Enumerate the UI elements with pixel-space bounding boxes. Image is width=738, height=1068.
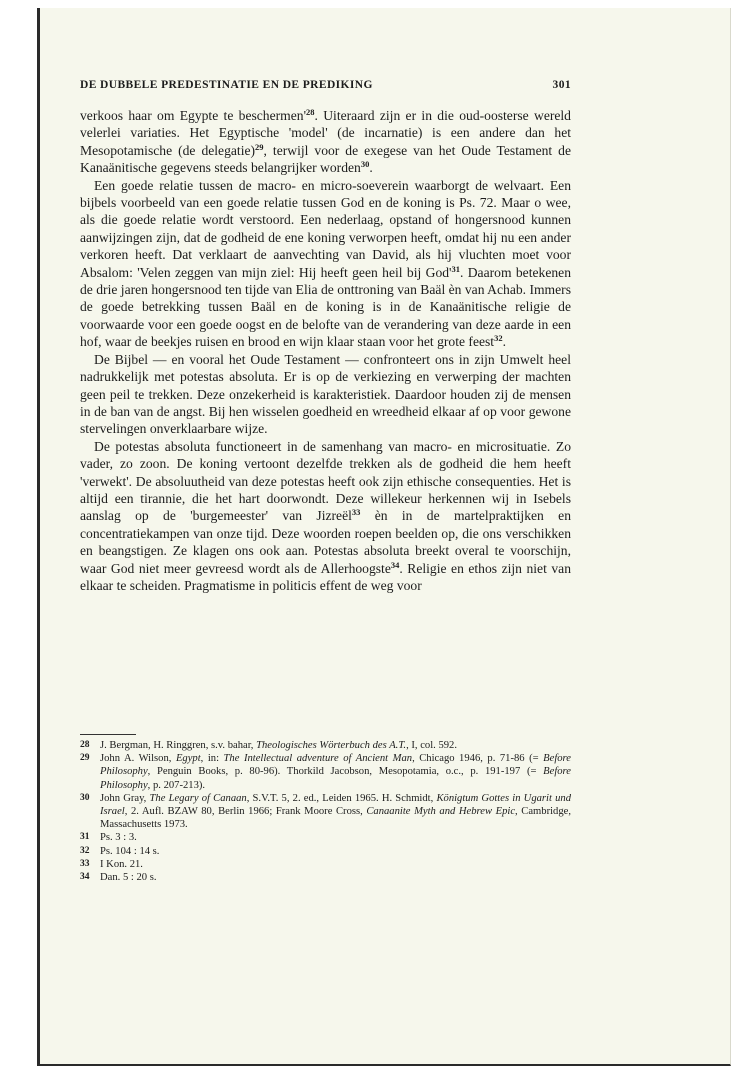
- footnote-reference: 30: [360, 159, 370, 170]
- footnote-number: 29: [80, 753, 90, 764]
- text-run: Een goede relatie tussen de macro- en micro-soeverein waarborgt de welvaart. Een bijbels voorbeeld van een goede relatie tussen God en de koning is Ps. 72. Maar o wee, als die goede relatie wordt verstoord. Een nederlaag, opstand of hongersnood kunnen aanwijzingen zijn, dat de godheid de ene koning verworpen heeft, omdat hij nu een ander verkoren heeft. Dat verklaart de aanvechting van David, als hij vluchten moet voor Absalom: 'Velen zeggen van mijn ziel: Hij heeft geen heil bij God': [80, 177, 571, 280]
- text-run: Ps. 104 : 14 s.: [100, 845, 160, 857]
- text-run: John Gray,: [100, 792, 150, 804]
- footnote-text: [100, 792, 571, 832]
- footnote-number: 34: [80, 872, 90, 883]
- text-run: , 2. Aufl. BZAW 80, Berlin 1966; Frank Moore Cross,: [124, 806, 367, 818]
- footnote-reference: 34: [390, 559, 400, 570]
- footnote: [80, 871, 571, 884]
- footnote: [80, 831, 571, 844]
- footnote-number: 28: [80, 740, 90, 750]
- text-run: , Chicago 1946, p. 71-86 (=: [412, 753, 544, 765]
- footnotes: [80, 739, 571, 884]
- footnote-text: [100, 739, 571, 752]
- italic-title: The Legary of Canaan: [149, 792, 247, 804]
- text-run: , S.V.T. 5, 2. ed., Leiden 1965. H. Schmidt,: [246, 792, 437, 804]
- text-run: .: [502, 334, 506, 350]
- italic-title: Theologisches Wörterbuch des A.T.: [256, 740, 407, 751]
- text-run: John A. Wilson,: [100, 753, 176, 765]
- footnote-text: [100, 845, 571, 858]
- text-run: I Kon. 21.: [100, 858, 143, 870]
- footnote-reference: 32: [494, 333, 503, 344]
- text-run: èn in de martelpraktijken en concentratiekampen van onze tijd. Deze woorden roepen beelden op, die ons verschikken en beangstigen. Ze klagen ons ook aan. Potestas absoluta breekt overal te voorschijn, waar God niet meer gevreesd wordt als de Allerhoogste: [80, 508, 571, 576]
- italic-title: Before Philosophy: [100, 766, 571, 791]
- footnote-reference: 29: [255, 141, 264, 152]
- text-run: Dan. 5 : 20 s.: [100, 872, 157, 884]
- italic-title: Königtum Gottes in Ugarit und Israel: [100, 792, 571, 818]
- footnote-reference: 33: [351, 507, 361, 518]
- text-run: , in:: [200, 753, 224, 765]
- italic-title: Canaanite Myth and Hebrew Epic: [366, 806, 516, 818]
- body-text: [80, 107, 571, 594]
- text-run: , Cambridge, Massachusetts 1973.: [100, 806, 571, 831]
- text-run: Ps. 3 : 3.: [100, 832, 137, 844]
- footnote-number: 32: [80, 845, 90, 856]
- text-run: , I, col. 592.: [406, 740, 457, 751]
- footnote-rule: [80, 734, 136, 735]
- text-run: , terwijl voor de exegese van het Oude Testament de Kanaänitische gegevens steeds belangrijker worden: [80, 142, 572, 176]
- footnote-text: [100, 752, 571, 792]
- footnote-text: [100, 871, 571, 884]
- text-run: J. Bergman, H. Ringgren, s.v. bahar,: [100, 740, 257, 751]
- footnote-reference: 31: [451, 263, 460, 274]
- paragraph: [80, 107, 571, 177]
- footnote: [80, 858, 571, 871]
- text-run: . Religie en ethos zijn niet van elkaar te scheiden. Pragmatisme in politicis effent de weg voor: [80, 560, 571, 593]
- text-run: . Uiteraard zijn er in die oud-oosterse wereld velerlei variaties. Het Egyptische 'model' (de incarnatie) is een andere dan het Mesopotamische (de delegatie): [80, 108, 571, 158]
- text-run: , Penguin Books, p. 80-96). Thorkild Jacobson, Mesopotamia, o.c., p. 191-197 (=: [147, 766, 544, 778]
- footnote: [80, 752, 571, 792]
- footnote-text: [100, 831, 571, 844]
- footnote-reference: 28: [306, 107, 315, 117]
- footnote: [80, 792, 571, 832]
- footnote: [80, 739, 571, 752]
- paragraph: [80, 438, 571, 595]
- footnote-text: [100, 858, 571, 871]
- paragraph: [80, 177, 571, 351]
- text-run: . Daarom betekenen de drie jaren hongersnood ten tijde van Elia de onttroning van Baäl èn van Achab. Immers de goede betrekking tussen Baäl en de koning is in de Kanaänitische religie de voorwaarde voor een goede oogst en de belofte van de verandering van deze aarde in een hof, waar de beekjes ruisen en brood en wijn klaar staan voor het grote feest: [80, 264, 571, 350]
- footnote-number: 33: [80, 858, 90, 869]
- italic-title: Before Philosophy: [100, 753, 571, 778]
- text-run: De potestas absoluta functioneert in de samenhang van macro- en microsituatie. Zo vader, zo zoon. De koning vertoont dezelfde trekken als de godheid die hem heeft 'verwekt'. De absoluutheid van deze potestas heeft ook zijn ethische consequenties. Het is altijd een tirannie, die het hart doorwondt. Deze willekeur herkennen wij in Isebels aanslag op de 'burgemeester' van Jizreël: [80, 438, 571, 524]
- footnote-number: 30: [80, 792, 90, 803]
- footnote: [80, 845, 571, 858]
- footnote-number: 31: [80, 832, 90, 843]
- paragraph: [80, 351, 571, 438]
- italic-title: Egypt: [175, 753, 201, 765]
- text-run: , p. 207-213).: [147, 779, 206, 791]
- running-title: DE DUBBELE PREDESTINATIE EN DE PREDIKING: [80, 79, 373, 91]
- text-run: De Bijbel — en vooral het Oude Testament — confronteert ons in zijn Umwelt heel nadrukkelijk met potestas absoluta. Er is op de verkiezing en verwerping der machten geen peil te trekken. Deze onzekerheid is karakteristiek. Daardoor houden zij de mensen in de ban van de angst. Bij hen wisselen goedheid en wreedheid elkaar af op voor gewone stervelingen onverklaarbare wijze.: [80, 351, 571, 437]
- text-run: verkoos haar om Egypte te beschermen': [80, 108, 307, 123]
- text-run: .: [369, 160, 373, 176]
- italic-title: The Intellectual adventure of Ancient Man: [223, 753, 413, 765]
- page-number: 301: [552, 79, 571, 91]
- running-head: [80, 79, 571, 91]
